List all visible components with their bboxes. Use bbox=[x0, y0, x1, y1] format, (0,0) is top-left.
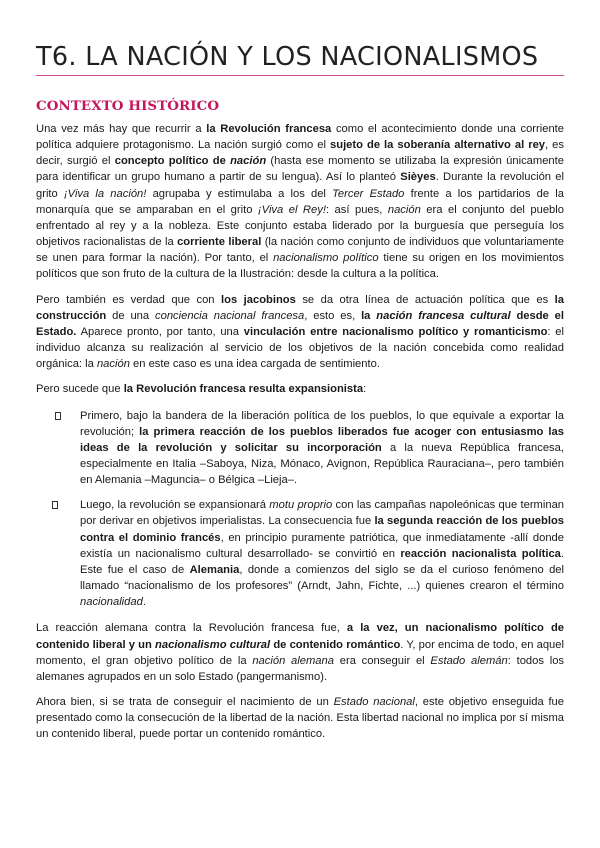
text-run: corriente liberal bbox=[177, 236, 262, 249]
text-run: en este caso es una idea cargada de sentimiento. bbox=[129, 358, 380, 371]
text-run: agrupaba y estimulaba a los del bbox=[146, 187, 333, 200]
text-run: Aparece pronto, por tanto, una bbox=[76, 325, 244, 338]
text-run: los jacobinos bbox=[221, 293, 296, 306]
text-run: era el conjunto del pueblo enfrentado al rey y a la nobleza. Este conjunto estaba liderado por la burguesía que perseguía los objetivos racionalistas de la bbox=[36, 203, 564, 249]
text-run: a la nueva República francesa, especialmente en Italia –Saboya, Niza, Mónaco, Avignon, República Rauraciana–, pero también en Alemania –Maguncia– o Bélgica –Lieja–. bbox=[80, 441, 564, 487]
text-run: , este objetivo enseguida fue presentado como la consecución de la libertad de la nación. Esta libertad nacional no implica por sí misma un contenido liberal, puede portar un contenido romántico. bbox=[36, 696, 564, 741]
text-run: la construcción bbox=[36, 293, 564, 322]
text-run: . Durante la revolución el grito bbox=[36, 171, 564, 200]
square-bullet-icon bbox=[55, 412, 61, 420]
paragraph-reaccion-alemana bbox=[36, 620, 564, 685]
text-run: concepto político de bbox=[114, 155, 231, 168]
text-run: motu proprio bbox=[269, 499, 333, 512]
text-run: nación bbox=[387, 203, 421, 216]
text-run: la primera reacción de los pueblos liberados fue acoger con entusiasmo las ideas de la revolución y solicitar su incorporación bbox=[80, 425, 564, 454]
text-run: : bbox=[363, 383, 367, 396]
paragraph-estado-nacional bbox=[36, 694, 564, 742]
paragraph-jacobinos bbox=[36, 292, 564, 373]
text-run: reacción nacionalista política bbox=[400, 547, 561, 560]
text-run: nación francesa cultural bbox=[376, 309, 511, 322]
page-title: T6. LA NACIÓN Y LOS NACIONALISMOS bbox=[36, 42, 539, 72]
text-run: la Revolución francesa resulta expansionista bbox=[123, 383, 364, 396]
text-run: . bbox=[142, 596, 146, 609]
text-run: Una vez más hay que recurrir a bbox=[36, 123, 207, 135]
text-run: , donde a comienzos del siglo se da el curioso fenómeno del llamado “nacionalismo de los profesores” (Arndt, Jahn, Fichte, ...) quienes crearon el término bbox=[80, 563, 565, 593]
text-run: nacionalismo político bbox=[273, 252, 379, 265]
text-run: Ahora bien, si se trata de conseguir el nacimiento de un bbox=[36, 696, 334, 708]
text-run: . Y, por encima de todo, en aquel momento, el gran objetivo político de la bbox=[36, 638, 564, 667]
text-run: frente a los partidarios de la monarquía que se amparaban en el grito bbox=[36, 187, 565, 216]
text-run: tiene su origen en los movimientos políticos que son fruto de la cultura de la Ilustración: desde la cultura a la política. bbox=[36, 252, 564, 281]
text-run: nación bbox=[230, 155, 267, 168]
text-run: , esto es, bbox=[304, 309, 362, 322]
text-run: era conseguir el bbox=[333, 654, 431, 667]
list-item bbox=[36, 497, 564, 610]
text-run: ¡Viva la nación! bbox=[63, 187, 147, 200]
section-heading: CONTEXTO HISTÓRICO bbox=[36, 98, 220, 114]
text-run: desde el Estado. bbox=[36, 309, 564, 338]
text-run: : así pues, bbox=[325, 203, 388, 216]
text-run: ¡Viva el Rey! bbox=[257, 203, 326, 216]
text-run: se da otra línea de actuación política que es bbox=[295, 293, 555, 306]
text-run: (la nación como conjunto de individuos que voluntariamente se unen para formar la nación). Por tanto, el bbox=[36, 236, 564, 265]
text-run: Alemania bbox=[189, 563, 240, 576]
list-item-text bbox=[80, 410, 564, 487]
text-run: Primero, bajo la bandera de la liberación política de los pueblos, lo que equivale a exportar la revolución; bbox=[80, 409, 564, 438]
text-run-wrapper bbox=[230, 155, 266, 167]
title-underline bbox=[36, 75, 564, 76]
text-run: la Revolución francesa bbox=[206, 123, 332, 135]
text-run: como el acontecimiento donde una corriente política adquiere protagonismo. La nación surgió como el bbox=[36, 123, 564, 152]
text-run: Estado alemán bbox=[430, 654, 508, 667]
text-run: Pero sucede que bbox=[36, 383, 124, 396]
square-bullet-icon bbox=[52, 501, 58, 509]
text-run: Luego, la revolución se expansionará bbox=[80, 499, 270, 512]
text-run: . Este fue el caso de bbox=[80, 547, 565, 576]
text-run: Estado nacional bbox=[333, 696, 415, 708]
list-item bbox=[36, 408, 564, 489]
text-run: : el individuo alcanza su realización al servicio de los objetivos de la nación concebida como realidad orgánica: la bbox=[36, 325, 564, 371]
paragraph-revolucion-francesa bbox=[36, 121, 564, 283]
text-run: nación bbox=[96, 358, 130, 371]
text-run: sujeto de la soberanía alternativo al rey bbox=[330, 139, 546, 152]
text-run: Tercer Estado bbox=[332, 187, 405, 200]
text-run-wrapper bbox=[376, 310, 510, 322]
text-run: : todos los alemanes agrupados en un solo Estado (pangermanismo). bbox=[36, 654, 565, 683]
text-run: conciencia nacional francesa bbox=[155, 309, 305, 322]
paragraph-expansionista bbox=[36, 381, 564, 397]
text-run: la segunda reacción de los pueblos contra el dominio francés bbox=[80, 515, 564, 544]
text-run-wrapper bbox=[155, 639, 270, 651]
list-item-text bbox=[80, 499, 564, 608]
text-run: nación alemana bbox=[252, 654, 334, 667]
text-run: , es decir, surgió el bbox=[36, 139, 564, 168]
text-run: nacionalidad bbox=[80, 596, 143, 609]
text-run: , en principio puramente patriótica, que inmediatamente -allí donde existía un nacionalismo cultural desarrollado- se convirtió en bbox=[80, 531, 564, 560]
text-run: de una bbox=[106, 309, 156, 322]
text-run: (hasta ese momento se utilizaba la expresión únicamente para identificar un grupo humano a partir de su lengua). Así lo planteó bbox=[36, 155, 564, 184]
text-run: a la vez, un nacionalismo político de contenido liberal y un bbox=[36, 622, 564, 651]
text-run: La reacción alemana contra la Revolución francesa fue, bbox=[36, 622, 347, 635]
text-run: la bbox=[361, 309, 377, 322]
text-run: Sièyes bbox=[400, 171, 436, 184]
text-run: de contenido romántico bbox=[270, 638, 401, 651]
expansion-list bbox=[36, 408, 564, 611]
text-run: Pero también es verdad que con bbox=[36, 293, 221, 306]
text-run: nacionalismo cultural bbox=[155, 638, 271, 651]
text-run: con las campañas napoleónicas que terminan por derivar en objetivos imperialistas. La consecuencia fue bbox=[80, 499, 565, 528]
text-run: vinculación entre nacionalismo político y romanticismo bbox=[243, 325, 548, 338]
